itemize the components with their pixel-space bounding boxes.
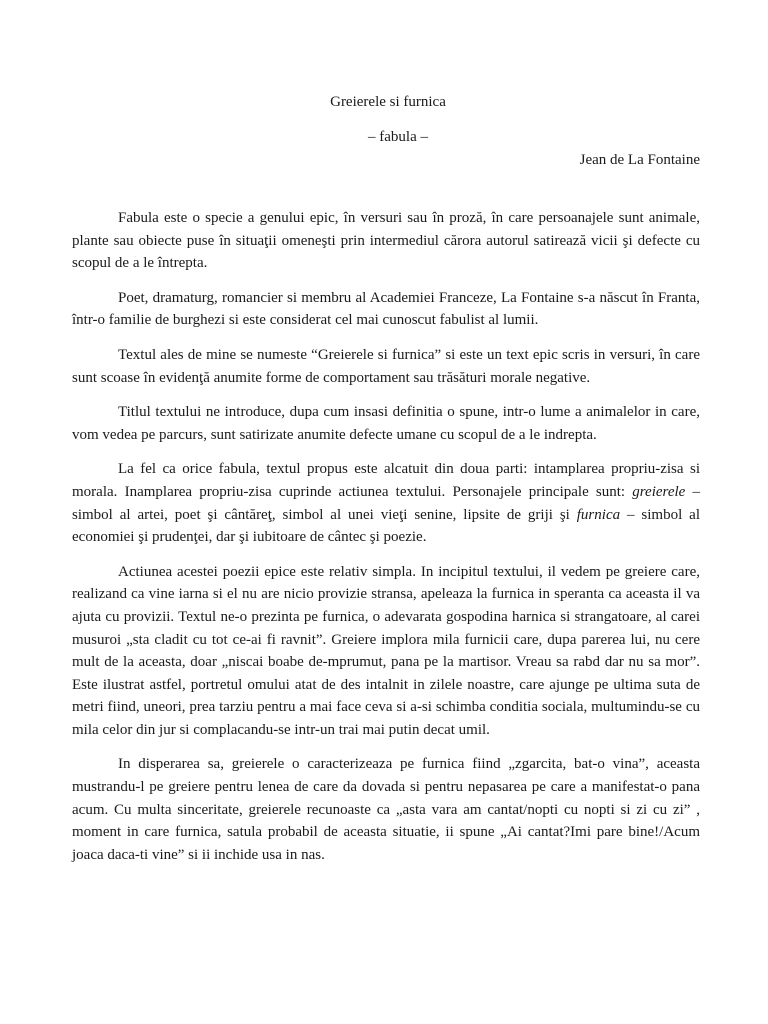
paragraph-2: Poet, dramaturg, romancier si membru al Academiei Franceze, La Fontaine s-a născut în Franta, într-o familie de burghezi si este considerat cel mai cunoscut fabulist al lumii. xyxy=(72,289,700,329)
paragraph-3: Textul ales de mine se numeste “Greierele si furnica” si este un text epic scris in versuri, în care sunt scoase în evidenţă anumite forme de comportament sau trăsături morale negative. xyxy=(72,346,700,386)
italic-greierele: greierele xyxy=(632,483,686,500)
paragraph-5-part-3: – simbol al economiei şi prudenţei, dar şi iubitoare de cântec şi poezie. xyxy=(72,506,700,546)
document-subtitle: – fabula – xyxy=(368,129,428,145)
paragraph-5-part-1: La fel ca orice fabula, textul propus este alcatuit din doua parti: intamplarea propriu-zisa si morala. Inamplarea propriu-zisa cuprinde actiunea textului. Personajele principale sunt: xyxy=(72,461,700,500)
document-author: Jean de La Fontaine xyxy=(579,152,700,168)
paragraph-6: Actiunea acestei poezii epice este relativ simpla. In incipitul textului, il vedem pe greiere care, realizand ca vine iarna si el nu are nicio provizie stransa, apeleaza la furnica in speranta ca aceasta il va ajuta cu provizii. Textul ne-o prezinta pe furnica, o adevarata gospodina harnica si strangatoare, al carei musuroi „sta cladit cu tot ce-ai fi ravnit”. Greiere implora mila furnicii care, dupa parerea lui, nu cere mult de la aceasta, doar „niscai boabe de-mprumut, pana pe la martisor. Vreau sa rabd dar nu sa mor”. Este ilustrat astfel, portretul omului atat de des intalnit in zilele noastre, care ajunge pe ultima suta de metri fiind, uneori, prea tarziu pentru a mai face ceva si a-si schimba conditia sociala, multumindu-se cu mila celor din jur si complacandu-se intr-un trai mai putin decat umil. xyxy=(72,563,700,738)
paragraph-5 xyxy=(72,458,700,548)
document-body xyxy=(72,207,700,878)
paragraph-7: In disperarea sa, greierele o caracterizeaza pe furnica fiind „zgarcita, bat-o vina”, aceasta mustrandu-l pe greiere pentru lenea de care da dovada si pentru nepasarea pe care a manifestat-o pana acum. Cu multa sinceritate, greierele recunoaste ca „asta vara am cantat/nopti cu nopti si zi cu zi” , moment in care furnica, satula probabil de aceasta situatie, ii spune „Ai cantat?Imi pare bine!/Acum joaca daca-ti vine” si ii inchide usa in nas. xyxy=(72,756,700,863)
paragraph-1: Fabula este o specie a genului epic, în versuri sau în proză, în care persoanajele sunt animale, plante sau obiecte puse în situaţii omeneşti prin intermediul cărora autorul satirează vicii şi defecte cu scopul de a le întrepta. xyxy=(72,210,700,272)
document-title: Greierele si furnica xyxy=(330,94,446,110)
italic-furnica: furnica xyxy=(576,506,621,523)
paragraph-4: Titlul textului ne introduce, dupa cum insasi definitia o spune, intr-o lume a animalelor in care, vom vedea pe parcurs, sunt satirizate anumite defecte umane cu scopul de a le indrepta. xyxy=(72,404,700,443)
paragraph-5-part-2: – simbol al artei, poet şi cântăreţ, simbol al unei vieţi senine, lipsite de griji şi xyxy=(72,483,700,523)
